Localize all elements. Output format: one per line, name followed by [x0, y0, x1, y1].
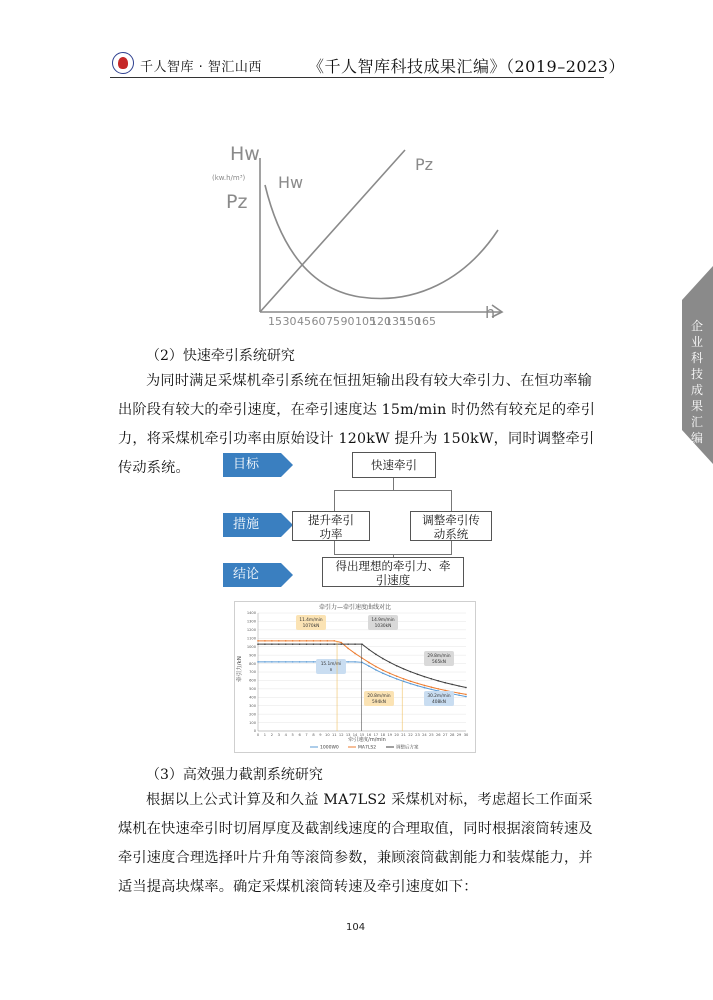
data-point — [327, 643, 329, 645]
x-tick-label: 15 — [359, 733, 365, 737]
data-point — [389, 675, 391, 677]
data-point — [368, 665, 370, 667]
y-tick-label: 500 — [249, 687, 256, 692]
x-tick-label: 19 — [387, 733, 393, 737]
ylabel-bottom: Pz — [226, 191, 248, 213]
data-point — [306, 640, 308, 642]
tag-measure: 措施 — [223, 513, 281, 537]
x-tick-label: 7 — [305, 733, 308, 737]
flow-node-right: 调整牵引传动系统 — [410, 511, 492, 541]
data-point — [347, 643, 349, 645]
data-point — [368, 649, 370, 651]
data-point — [465, 696, 467, 698]
x-tick-label: 150 — [400, 315, 421, 328]
data-point — [375, 654, 377, 656]
data-point — [389, 673, 391, 675]
x-tick-label: 26 — [435, 733, 441, 737]
data-point — [368, 662, 370, 664]
data-point — [278, 640, 280, 642]
data-point — [410, 683, 412, 685]
y-tick-label: 1400 — [246, 611, 256, 616]
connector — [334, 541, 335, 554]
y-tick-label: 200 — [249, 712, 256, 717]
x-tick-label: 25 — [429, 733, 434, 737]
x-tick-label: 13 — [345, 733, 351, 737]
data-point — [396, 678, 398, 680]
curve-hw-label: Hw — [278, 173, 304, 192]
flow-node-top: 快速牵引 — [352, 452, 436, 478]
header-left-title: 千人智库 · 智汇山西 — [140, 60, 262, 75]
section2-paragraph: 为同时满足采煤机牵引系统在恒扭矩输出段有较大牵引力、在恒功率输出阶段有较大的牵引速度，在牵引速度达 15m/min 时仍然有较充足的牵引力，将采煤机牵引功率由原始设计 120kW 提升为 150kW，同时调整牵引传动系统。 — [118, 373, 596, 476]
data-point — [257, 643, 259, 645]
x-tick-label: 14 — [352, 733, 358, 737]
data-point — [389, 662, 391, 664]
data-point — [347, 661, 349, 663]
connector — [334, 490, 452, 491]
x-tick-label: 75 — [326, 315, 340, 328]
annotation-text: n — [329, 668, 333, 673]
data-point — [278, 643, 280, 645]
x-tick-label: 16 — [366, 733, 372, 737]
x-tick-label: 2 — [270, 733, 274, 737]
flow-node-left: 提升牵引功率 — [292, 511, 370, 541]
data-point — [347, 648, 349, 650]
ylabel-top: Hw — [230, 143, 260, 165]
data-point — [327, 640, 329, 642]
data-point — [299, 640, 301, 642]
x-tick-label: 3 — [277, 733, 280, 737]
x-tick-label: 0 — [256, 733, 260, 737]
tag-result: 结论 — [223, 563, 281, 587]
y-tick-label: 300 — [249, 703, 256, 708]
annotation-text: 1030kN — [374, 624, 392, 629]
annotation-text: 30.2m/min — [427, 694, 451, 699]
connector — [451, 541, 452, 554]
data-point — [320, 643, 322, 645]
y-tick-label: 700 — [249, 670, 256, 675]
x-tick-label: 21 — [401, 733, 406, 737]
x-tick-label: 20 — [394, 733, 399, 737]
chart-xlabel: 牵引速度/m/min — [348, 737, 386, 743]
data-point — [354, 653, 356, 655]
y-tick-label: 1300 — [246, 619, 256, 624]
x-tick-label: 9 — [319, 733, 322, 737]
data-point — [382, 658, 384, 660]
x-tick-label: 30 — [463, 733, 469, 737]
data-point — [417, 673, 419, 675]
data-point — [292, 643, 294, 645]
y-tick-label: 400 — [249, 695, 256, 700]
legend-label: MA7LS2 — [358, 745, 377, 751]
data-point — [340, 642, 342, 644]
x-tick-label: 4 — [284, 733, 287, 737]
x-tick-label: 23 — [415, 733, 420, 737]
x-tick-label: 27 — [442, 733, 448, 737]
data-point — [271, 661, 273, 663]
data-point — [257, 661, 259, 663]
data-point — [444, 682, 446, 684]
data-point — [444, 690, 446, 692]
annotation-text: 14.9m/min — [371, 618, 395, 623]
data-point — [417, 683, 419, 685]
data-point — [313, 661, 315, 663]
y-tick-label: 0 — [253, 729, 256, 734]
data-point — [271, 643, 273, 645]
y-tick-label: 800 — [249, 661, 256, 666]
data-point — [458, 694, 460, 696]
hw-pz-figure — [210, 140, 510, 330]
section3-heading: （3）高效强力截割系统研究 — [146, 767, 323, 783]
data-point — [437, 680, 439, 682]
data-point — [306, 661, 308, 663]
data-point — [431, 686, 433, 688]
x-tick-label: 29 — [456, 733, 462, 737]
data-point — [292, 640, 294, 642]
data-point — [403, 668, 405, 670]
header-divider — [110, 77, 604, 78]
annotation-text: 20.8m/min — [367, 694, 391, 699]
data-point — [410, 680, 412, 682]
data-point — [306, 643, 308, 645]
y-tick-label: 900 — [249, 653, 256, 658]
data-point — [431, 689, 433, 691]
y-tick-label: 600 — [249, 678, 256, 683]
x-tick-label: 30 — [282, 315, 297, 328]
x-tick-label: 6 — [298, 733, 301, 737]
x-tick-label: 1 — [263, 733, 267, 737]
data-point — [354, 643, 356, 645]
data-point — [340, 643, 342, 645]
tag-goal: 目标 — [223, 453, 281, 477]
x-tick-label: 10 — [325, 733, 330, 737]
annotation-text: 594kN — [372, 700, 386, 705]
data-point — [299, 643, 301, 645]
x-tick-label: 120 — [370, 315, 391, 328]
x-tick-label: 90 — [340, 315, 355, 328]
annotation-text: 565kN — [432, 660, 446, 665]
x-tick-label: 24 — [422, 733, 427, 737]
data-point — [382, 669, 384, 671]
data-point — [285, 661, 287, 663]
traction-chart — [234, 601, 476, 753]
annotation-text: 15.1m/mi — [320, 662, 342, 667]
data-point — [354, 661, 356, 663]
data-point — [299, 661, 301, 663]
data-point — [424, 687, 426, 689]
data-point — [458, 692, 460, 694]
x-tick-label: 135 — [385, 315, 406, 328]
data-point — [465, 687, 467, 689]
legend-label: 调整后方案 — [396, 745, 419, 751]
data-point — [431, 678, 433, 680]
page-number: 104 — [346, 922, 366, 933]
data-point — [285, 640, 287, 642]
curve-pz-label: Pz — [415, 155, 434, 174]
data-point — [333, 640, 335, 642]
chart-frame — [235, 602, 476, 753]
data-point — [417, 685, 419, 687]
y-tick-label: 1200 — [246, 628, 256, 633]
x-tick-label: 12 — [338, 733, 344, 737]
header-right-title: 《千人智库科技成果汇编》（2019–2023） — [308, 57, 625, 76]
legend-label: 1000W0 — [320, 745, 339, 751]
data-point — [437, 688, 439, 690]
data-point — [465, 694, 467, 696]
annotation-text: 29.8m/min — [427, 654, 451, 659]
ylabel-unit: (kw.h/m³) — [212, 174, 246, 182]
x-tick-label: 18 — [380, 733, 386, 737]
data-point — [396, 675, 398, 677]
annotation-text: 1070kN — [302, 624, 320, 629]
data-point — [424, 685, 426, 687]
data-point — [264, 643, 266, 645]
y-tick-label: 1100 — [246, 636, 256, 641]
y-tick-label: 1000 — [246, 644, 256, 649]
data-point — [403, 678, 405, 680]
data-point — [320, 640, 322, 642]
data-point — [313, 643, 315, 645]
data-point — [278, 661, 280, 663]
data-point — [403, 681, 405, 683]
annotation-text: 408kN — [432, 700, 446, 705]
x-tick-label: 45 — [297, 315, 311, 328]
data-point — [458, 685, 460, 687]
section3-paragraph: 根据以上公式计算及和久益 MA7LS2 采煤机对标，考虑超长工作面采煤机在快速牵引时切屑厚度及截割线速度的合理取值，同时根据滚筒转速及牵引速度合理选择叶片升角等滚筒参数，兼顾滚筒截割能力和装煤能力，并适当提高块煤率。确定采煤机滚筒转速及牵引速度如下： — [118, 792, 593, 895]
data-point — [375, 669, 377, 671]
side-tab-label: 企业科技成果汇编 — [690, 319, 703, 445]
data-point — [292, 661, 294, 663]
data-point — [333, 643, 335, 645]
x-tick-label: 11 — [331, 733, 337, 737]
chart-title: 牵引力—牵引速度曲线对比 — [318, 604, 392, 611]
data-point — [264, 661, 266, 663]
x-tick-label: 165 — [415, 315, 436, 328]
data-point — [264, 640, 266, 642]
data-point — [424, 676, 426, 678]
x-tick-label: 8 — [312, 733, 315, 737]
y-tick-label: 100 — [249, 720, 256, 725]
x-tick-label: 17 — [373, 733, 379, 737]
data-point — [271, 640, 273, 642]
data-point — [451, 684, 453, 686]
data-point — [375, 666, 377, 668]
x-tick-label: 60 — [311, 315, 326, 328]
x-axis-label: h — [485, 303, 496, 322]
data-point — [313, 640, 315, 642]
annotation-text: 11.4m/min — [299, 618, 323, 623]
flow-node-bottom: 得出理想的牵引力、牵引速度 — [322, 557, 464, 587]
x-tick-label: 22 — [408, 733, 413, 737]
x-tick-label: 28 — [449, 733, 455, 737]
data-point — [285, 643, 287, 645]
x-tick-label: 105 — [355, 315, 376, 328]
hw-curve — [265, 185, 498, 298]
x-tick-label: 5 — [291, 733, 294, 737]
connector — [334, 490, 335, 511]
x-tick-label: 15 — [268, 315, 282, 328]
data-point — [410, 671, 412, 673]
logo-icon — [112, 52, 134, 74]
data-point — [396, 665, 398, 667]
data-point — [382, 672, 384, 674]
data-point — [257, 640, 259, 642]
connector — [451, 490, 452, 511]
section2-heading: （2）快速牵引系统研究 — [146, 348, 295, 364]
chart-ylabel: 牵引力/kN — [237, 656, 243, 682]
connector — [393, 478, 394, 490]
